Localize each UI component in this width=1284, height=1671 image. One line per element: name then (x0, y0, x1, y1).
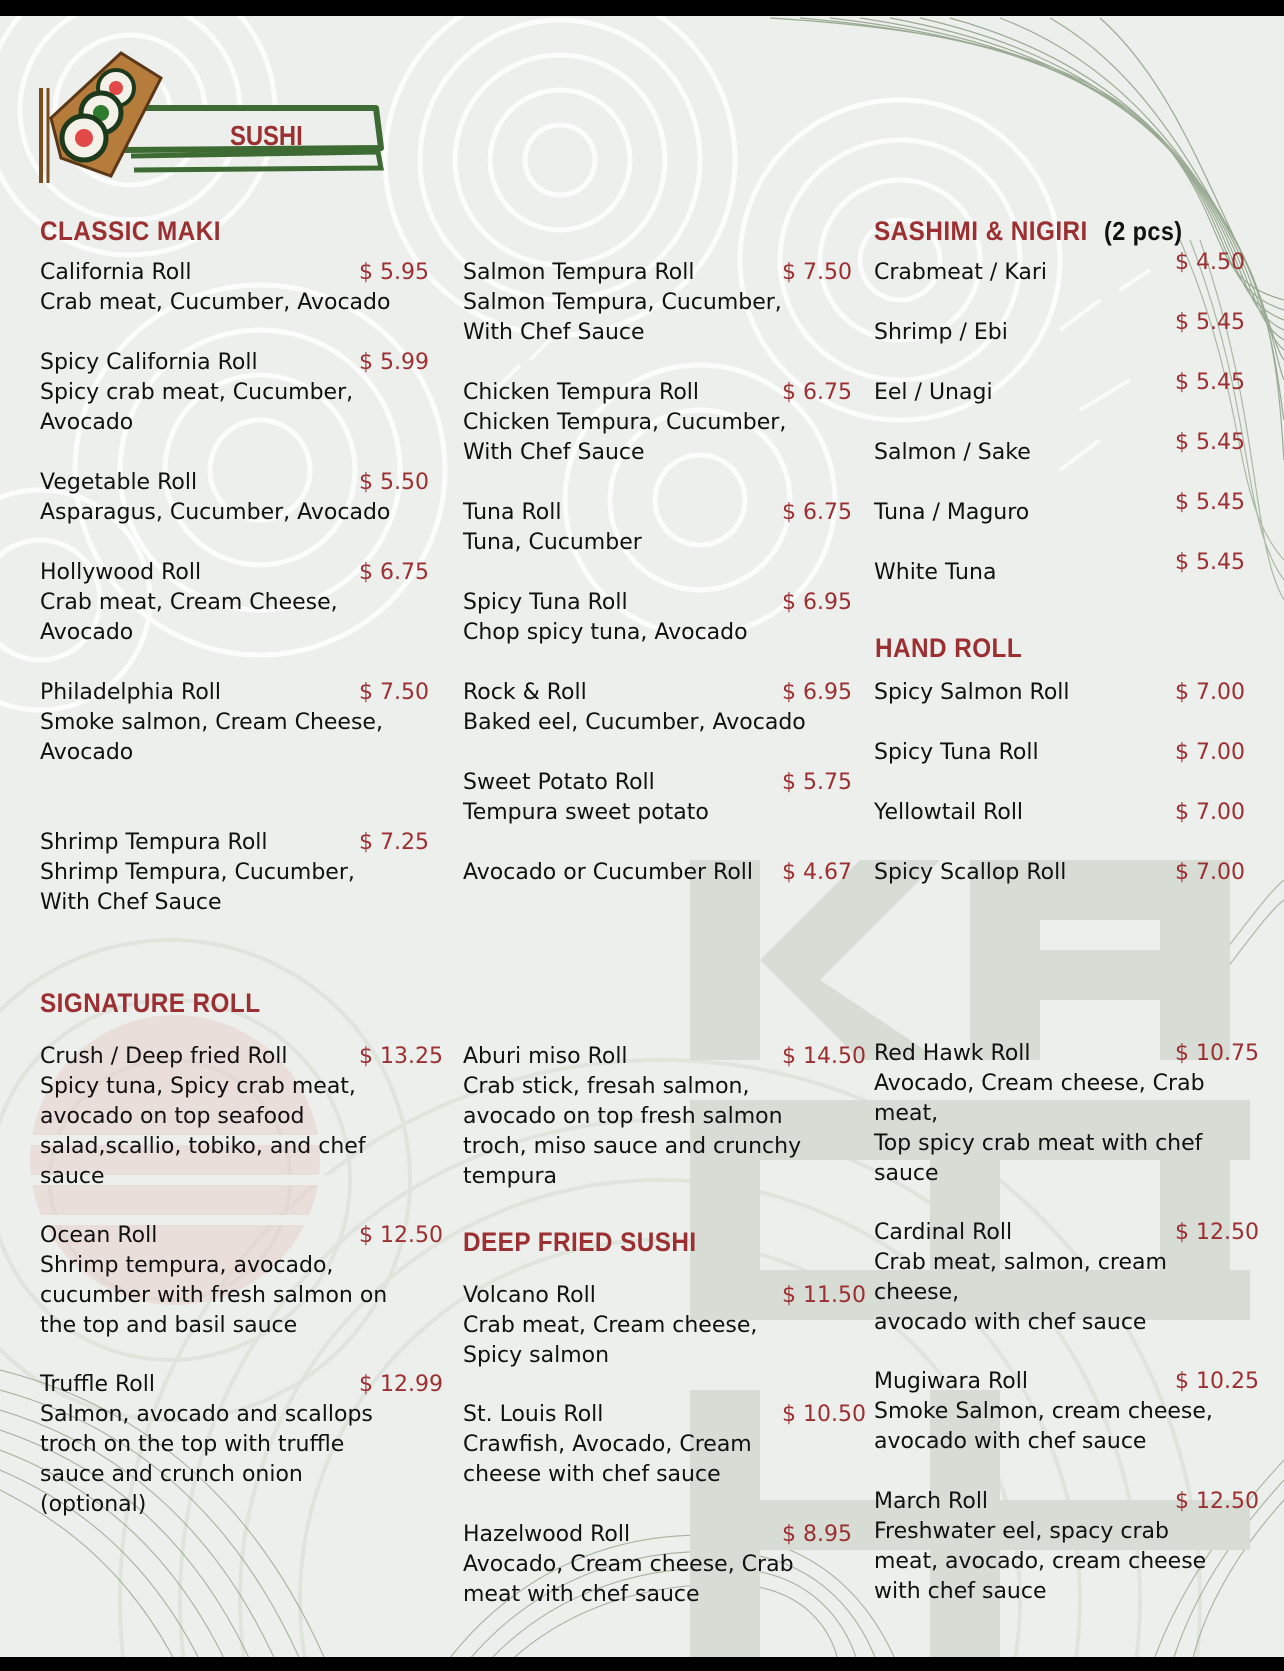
menu-item (463, 1042, 866, 1192)
menu-item (40, 1042, 450, 1192)
item-name: Shrimp Tempura Roll (40, 830, 268, 855)
menu-item (40, 348, 440, 438)
item-name: Spicy Salmon Roll (874, 680, 1070, 705)
menu-item (463, 858, 863, 888)
item-name: Sweet Potato Roll (463, 770, 655, 795)
item-price: $ 7.50 (359, 680, 429, 705)
item-name: California Roll (40, 260, 192, 285)
item-price: $ 6.95 (782, 590, 852, 615)
menu-item (463, 258, 863, 348)
item-name: Philadelphia Roll (40, 680, 222, 705)
item-description: Smoke Salmon, cream cheese, avocado with chef sauce (874, 1399, 1213, 1454)
item-description: Shrimp tempura, avocado, cucumber with fresh salmon on the top and basil sauce (40, 1253, 388, 1338)
menu-item (874, 798, 1254, 828)
item-price: $ 5.99 (359, 350, 429, 375)
item-price: $ 13.25 (359, 1044, 443, 1069)
item-description: Spicy crab meat, Cucumber, Avocado (40, 380, 354, 435)
item-price: $ 6.75 (782, 500, 852, 525)
menu-item (874, 858, 1254, 888)
item-price: $ 5.45 (1175, 490, 1245, 515)
item-name: Yellowtail Roll (874, 800, 1024, 825)
item-price: $ 5.75 (782, 770, 852, 795)
item-price: $ 4.67 (782, 860, 852, 885)
item-name: Red Hawk Roll (874, 1041, 1031, 1066)
item-description: Baked eel, Cucumber, Avocado (463, 710, 806, 735)
item-name: Ocean Roll (40, 1223, 158, 1248)
item-price: $ 6.75 (359, 560, 429, 585)
item-price: $ 10.25 (1175, 1369, 1259, 1394)
menu-item (874, 370, 1254, 408)
menu-item (40, 1370, 450, 1520)
item-name: Crush / Deep fried Roll (40, 1044, 288, 1069)
menu-item (874, 1039, 1274, 1189)
sushi-banner (36, 48, 416, 198)
item-description: Crab meat, Cream Cheese, Avocado (40, 590, 338, 645)
top-border (0, 0, 1284, 16)
item-description: Chop spicy tuna, Avocado (463, 620, 748, 645)
item-name: Eel / Unagi (874, 380, 993, 405)
item-description: Tuna, Cucumber (463, 530, 642, 555)
item-name: Spicy California Roll (40, 350, 258, 375)
menu-item (874, 1218, 1274, 1338)
item-name: Spicy Tuna Roll (463, 590, 628, 615)
item-name: Truffle Roll (40, 1372, 155, 1397)
menu-item (463, 1281, 866, 1371)
item-price: $ 6.75 (782, 380, 852, 405)
item-price: $ 12.50 (1175, 1220, 1259, 1245)
menu-item (463, 768, 863, 828)
item-name: White Tuna (874, 560, 997, 585)
item-price: $ 5.45 (1175, 550, 1245, 575)
item-description: Shrimp Tempura, Cucumber, With Chef Sauce (40, 860, 355, 915)
item-price: $ 7.00 (1175, 800, 1245, 825)
section-title-classic-maki: CLASSIC MAKI (40, 216, 221, 246)
item-name: Salmon Tempura Roll (463, 260, 695, 285)
item-price: $ 5.45 (1175, 430, 1245, 455)
item-description: Crab meat, Cucumber, Avocado (40, 290, 391, 315)
item-description: Asparagus, Cucumber, Avocado (40, 500, 391, 525)
item-name: Tuna Roll (463, 500, 562, 525)
item-price: $ 4.50 (1175, 250, 1245, 275)
item-description: Salmon Tempura, Cucumber, With Chef Sauce (463, 290, 782, 345)
item-name: Volcano Roll (463, 1283, 596, 1308)
item-name: Salmon / Sake (874, 440, 1031, 465)
sashimi-title-text: SASHIMI & NIGIRI (874, 216, 1088, 246)
item-description: Chicken Tempura, Cucumber, With Chef Sauce (463, 410, 787, 465)
item-name: March Roll (874, 1489, 989, 1514)
item-description: Salmon, avocado and scallops troch on the top with truffle sauce and crunch onion (optional) (40, 1402, 373, 1517)
banner-title: SUSHI (230, 120, 303, 151)
item-name: Crabmeat / Kari (874, 260, 1048, 285)
item-name: Spicy Tuna Roll (874, 740, 1039, 765)
item-price: $ 14.50 (782, 1044, 866, 1069)
item-price: $ 12.50 (359, 1223, 443, 1248)
menu-item (40, 258, 440, 318)
menu-item (463, 1400, 866, 1490)
item-description: Tempura sweet potato (463, 800, 709, 825)
item-price: $ 7.00 (1175, 860, 1245, 885)
item-description: Smoke salmon, Cream Cheese, Avocado (40, 710, 383, 765)
item-price: $ 6.95 (782, 680, 852, 705)
item-price: $ 7.50 (782, 260, 852, 285)
item-description: Spicy tuna, Spicy crab meat, avocado on top seafood salad,scallio, tobiko, and chef sauce (40, 1074, 366, 1189)
item-description: Crab meat, Cream cheese, Spicy salmon (463, 1313, 758, 1368)
item-price: $ 11.50 (782, 1283, 866, 1308)
item-description: Crawfish, Avocado, Cream cheese with chef sauce (463, 1432, 752, 1487)
item-price: $ 7.25 (359, 830, 429, 855)
item-name: Aburi miso Roll (463, 1044, 628, 1069)
menu-item (463, 588, 863, 648)
menu-item (463, 378, 863, 468)
menu-item (874, 490, 1254, 528)
section-title-deep-fried-sushi: DEEP FRIED SUSHI (463, 1227, 697, 1257)
menu-item (40, 558, 440, 648)
item-name: Tuna / Maguro (874, 500, 1030, 525)
menu-item (874, 738, 1254, 768)
section-title-signature-roll: SIGNATURE ROLL (40, 988, 261, 1018)
item-name: Chicken Tempura Roll (463, 380, 700, 405)
bottom-border (0, 1657, 1284, 1671)
item-name: Rock & Roll (463, 680, 587, 705)
item-price: $ 12.99 (359, 1372, 443, 1397)
item-description: Freshwater eel, spacy crab meat, avocado, cream cheese with chef sauce (874, 1519, 1207, 1604)
item-name: Shrimp / Ebi (874, 320, 1008, 345)
item-name: Cardinal Roll (874, 1220, 1013, 1245)
item-description: Avocado, Cream cheese, Crab meat with chef sauce (463, 1552, 794, 1607)
section-title-sashimi-nigiri (874, 216, 1183, 247)
item-price: $ 10.50 (782, 1402, 866, 1427)
menu-item (463, 1520, 863, 1610)
menu-item (874, 678, 1254, 708)
item-price: $ 7.00 (1175, 680, 1245, 705)
menu-item (874, 430, 1254, 468)
menu-item (40, 828, 440, 918)
item-name: Hazelwood Roll (463, 1522, 631, 1547)
item-description: Crab stick, fresah salmon, avocado on top fresh salmon troch, miso sauce and crunchy tempura (463, 1074, 802, 1189)
item-price: $ 5.50 (359, 470, 429, 495)
menu-item (874, 250, 1254, 288)
item-price: $ 5.95 (359, 260, 429, 285)
item-description: Avocado, Cream cheese, Crab meat, Top spicy crab meat with chef sauce (874, 1071, 1205, 1186)
item-name: Spicy Scallop Roll (874, 860, 1067, 885)
menu-item (40, 1221, 450, 1341)
menu-item (40, 678, 440, 768)
chopsticks-icon (41, 88, 48, 183)
item-name: St. Louis Roll (463, 1402, 604, 1427)
item-name: Mugiwara Roll (874, 1369, 1028, 1394)
item-price: $ 5.45 (1175, 310, 1245, 335)
menu-item (463, 498, 863, 558)
item-price: $ 8.95 (782, 1522, 852, 1547)
menu-item (874, 550, 1254, 588)
item-name: Vegetable Roll (40, 470, 198, 495)
section-title-hand-roll: HAND ROLL (875, 633, 1023, 663)
item-price: $ 7.00 (1175, 740, 1245, 765)
menu-item (874, 1367, 1274, 1457)
item-price: $ 5.45 (1175, 370, 1245, 395)
item-price: $ 10.75 (1175, 1041, 1259, 1066)
item-description: Crab meat, salmon, cream cheese, avocado with chef sauce (874, 1250, 1167, 1335)
menu-item (874, 1487, 1274, 1607)
menu-item (874, 310, 1254, 348)
menu-item (40, 468, 440, 528)
sashimi-note: (2 pcs) (1103, 216, 1183, 246)
item-name: Avocado or Cucumber Roll (463, 860, 754, 885)
menu-item (463, 678, 863, 738)
item-name: Hollywood Roll (40, 560, 202, 585)
item-price: $ 12.50 (1175, 1489, 1259, 1514)
